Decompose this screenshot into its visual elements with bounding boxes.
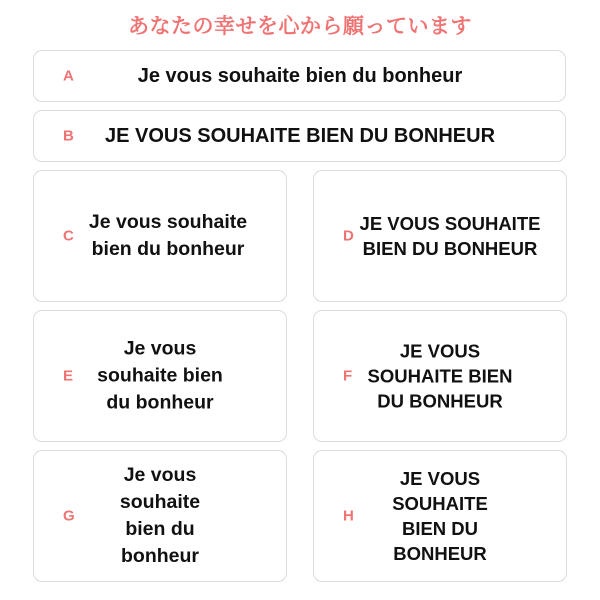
option-phrase — [105, 123, 495, 149]
option-phrase — [138, 63, 462, 89]
phrase-line: JE VOUS SOUHAITE — [359, 213, 541, 234]
option-letter: A — [63, 67, 74, 85]
option-letter: B — [63, 127, 74, 145]
option-card-h[interactable] — [313, 450, 567, 582]
option-card-a[interactable] — [33, 50, 566, 102]
phrase-line: SOUHAITE BIEN — [367, 365, 513, 387]
phrase-line: JE VOUS SOUHAITE BIEN DU BONHEUR — [104, 125, 496, 147]
phrase-line: Je vous — [123, 464, 197, 486]
phrase-line: JE VOUS — [399, 468, 481, 489]
option-phrase — [368, 339, 513, 414]
phrase-line: souhaite — [119, 491, 201, 513]
option-phrase — [89, 209, 247, 263]
page-title: あなたの幸せを心から願っています — [128, 14, 472, 38]
option-card-d[interactable] — [313, 170, 567, 302]
phrase-line: BIEN DU BONHEUR — [362, 238, 538, 259]
option-letter: H — [343, 507, 354, 525]
option-phrase — [360, 211, 541, 261]
phrase-line: BIEN DU — [401, 518, 479, 539]
option-card-b[interactable] — [33, 110, 566, 162]
phrase-line: Je vous souhaite — [88, 211, 248, 233]
option-phrase — [97, 336, 223, 417]
option-card-c[interactable] — [33, 170, 287, 302]
phrase-line: Je vous souhaite bien du bonheur — [137, 65, 463, 87]
option-phrase — [120, 462, 200, 570]
option-letter: C — [63, 227, 74, 245]
phrase-line: bien du bonheur — [91, 238, 245, 260]
phrase-line: Je vous — [123, 337, 197, 360]
phrase-line: du bonheur — [106, 391, 214, 414]
option-letter: E — [63, 367, 74, 385]
phrase-line: DU BONHEUR — [377, 390, 503, 412]
option-letter: D — [343, 227, 354, 245]
phrase-line: souhaite bien — [97, 364, 223, 387]
option-card-e[interactable] — [33, 310, 287, 442]
option-letter: G — [63, 507, 75, 525]
phrase-line: BONHEUR — [393, 543, 487, 564]
option-letter: F — [343, 367, 353, 385]
option-card-g[interactable] — [33, 450, 287, 582]
phrase-line: JE VOUS — [399, 340, 481, 362]
phrase-line: bonheur — [121, 545, 199, 567]
phrase-line: SOUHAITE — [392, 493, 488, 514]
option-phrase — [392, 466, 488, 566]
phrase-line: bien du — [125, 518, 195, 540]
option-card-f[interactable] — [313, 310, 567, 442]
